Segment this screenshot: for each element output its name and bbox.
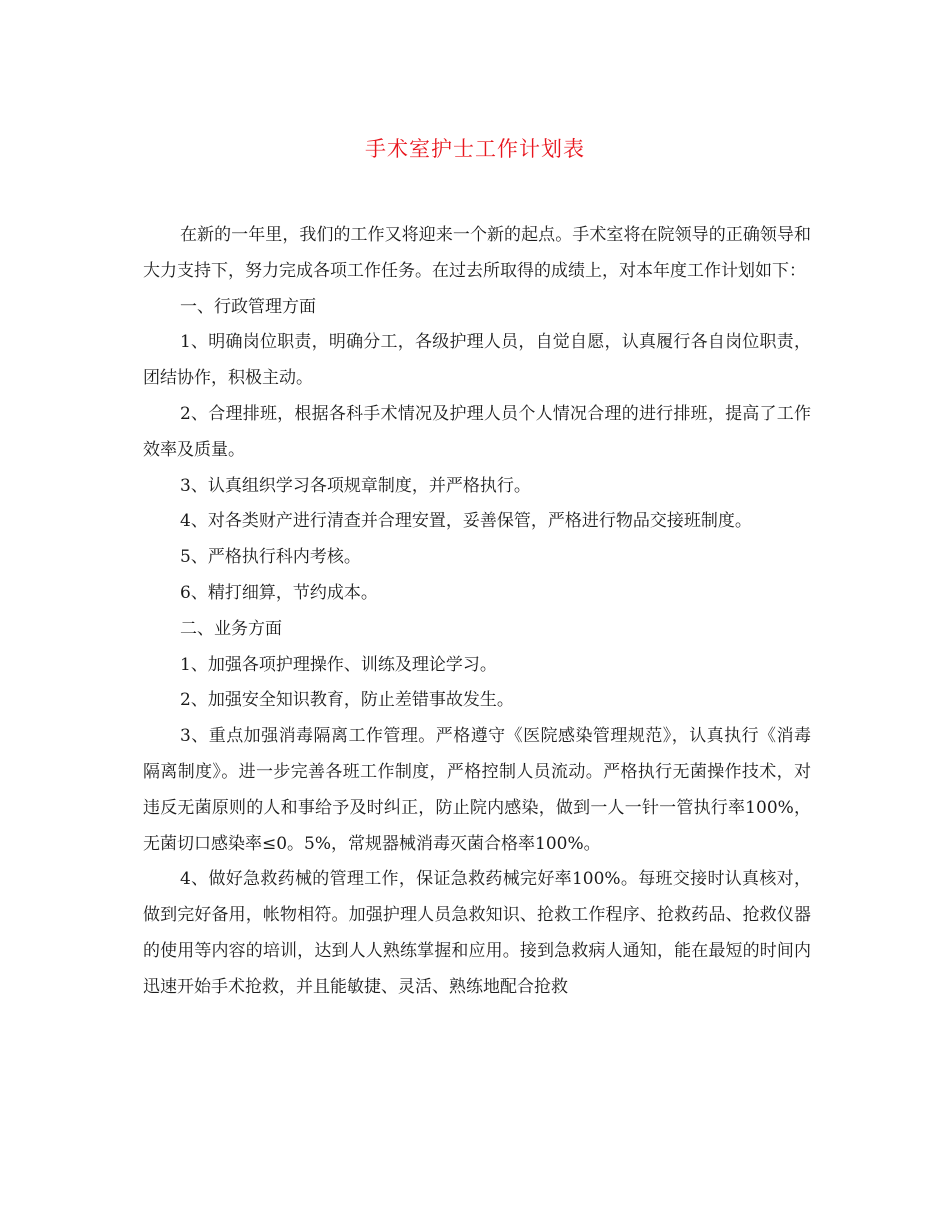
intro-paragraph: 在新的一年里，我们的工作又将迎来一个新的起点。手术室将在院领导的正确领导和大力支持下，努力完成各项工作任务。在过去所取得的成绩上，对本年度工作计划如下：	[143, 225, 811, 281]
section-heading-business: 二、业务方面	[180, 618, 282, 639]
business-item-2: 2、加强安全知识教育，防止差错事故发生。	[180, 690, 514, 711]
business-item-1: 1、加强各项护理操作、训练及理论学习。	[180, 654, 497, 675]
admin-item-5: 5、严格执行科内考核。	[180, 547, 361, 568]
document-body	[143, 218, 811, 1006]
page-title: 手术室护士工作计划表	[365, 137, 585, 161]
admin-item-2: 2、合理排班，根据各科手术情况及护理人员个人情况合理的进行排班，提高了工作效率及质量。	[143, 403, 811, 460]
admin-item-3: 3、认真组织学习各项规章制度，并严格执行。	[180, 475, 531, 496]
business-item-4: 4、做好急救药械的管理工作，保证急救药械完好率100%。每班交接时认真核对，做到完好备用，帐物相符。加强护理人员急救知识、抢救工作程序、抢救药品、抢救仪器的使用等内容的培训，达到人人熟练掌握和应用。接到急救病人通知，能在最短的时间内迅速开始手术抢救，并且能敏捷、灵活、熟练地配合抢救	[143, 869, 811, 997]
business-item-3: 3、重点加强消毒隔离工作管理。严格遵守《医院感染管理规范》，认真执行《消毒隔离制度》。进一步完善各班工作制度，严格控制人员流动。严格执行无菌操作技术，对违反无菌原则的人和事给予及时纠正，防止院内感染，做到一人一针一管执行率100%，无菌切口感染率≤0。5%，常规器械消毒灭菌合格率100%。	[143, 726, 811, 854]
admin-item-1: 1、明确岗位职责，明确分工，各级护理人员，自觉自愿，认真履行各自岗位职责，团结协作，积极主动。	[143, 332, 811, 389]
admin-item-4: 4、对各类财产进行清查并合理安置，妥善保管，严格进行物品交接班制度。	[180, 511, 752, 532]
admin-item-6: 6、精打细算，节约成本。	[180, 582, 378, 603]
section-heading-administration: 一、行政管理方面	[180, 296, 316, 317]
